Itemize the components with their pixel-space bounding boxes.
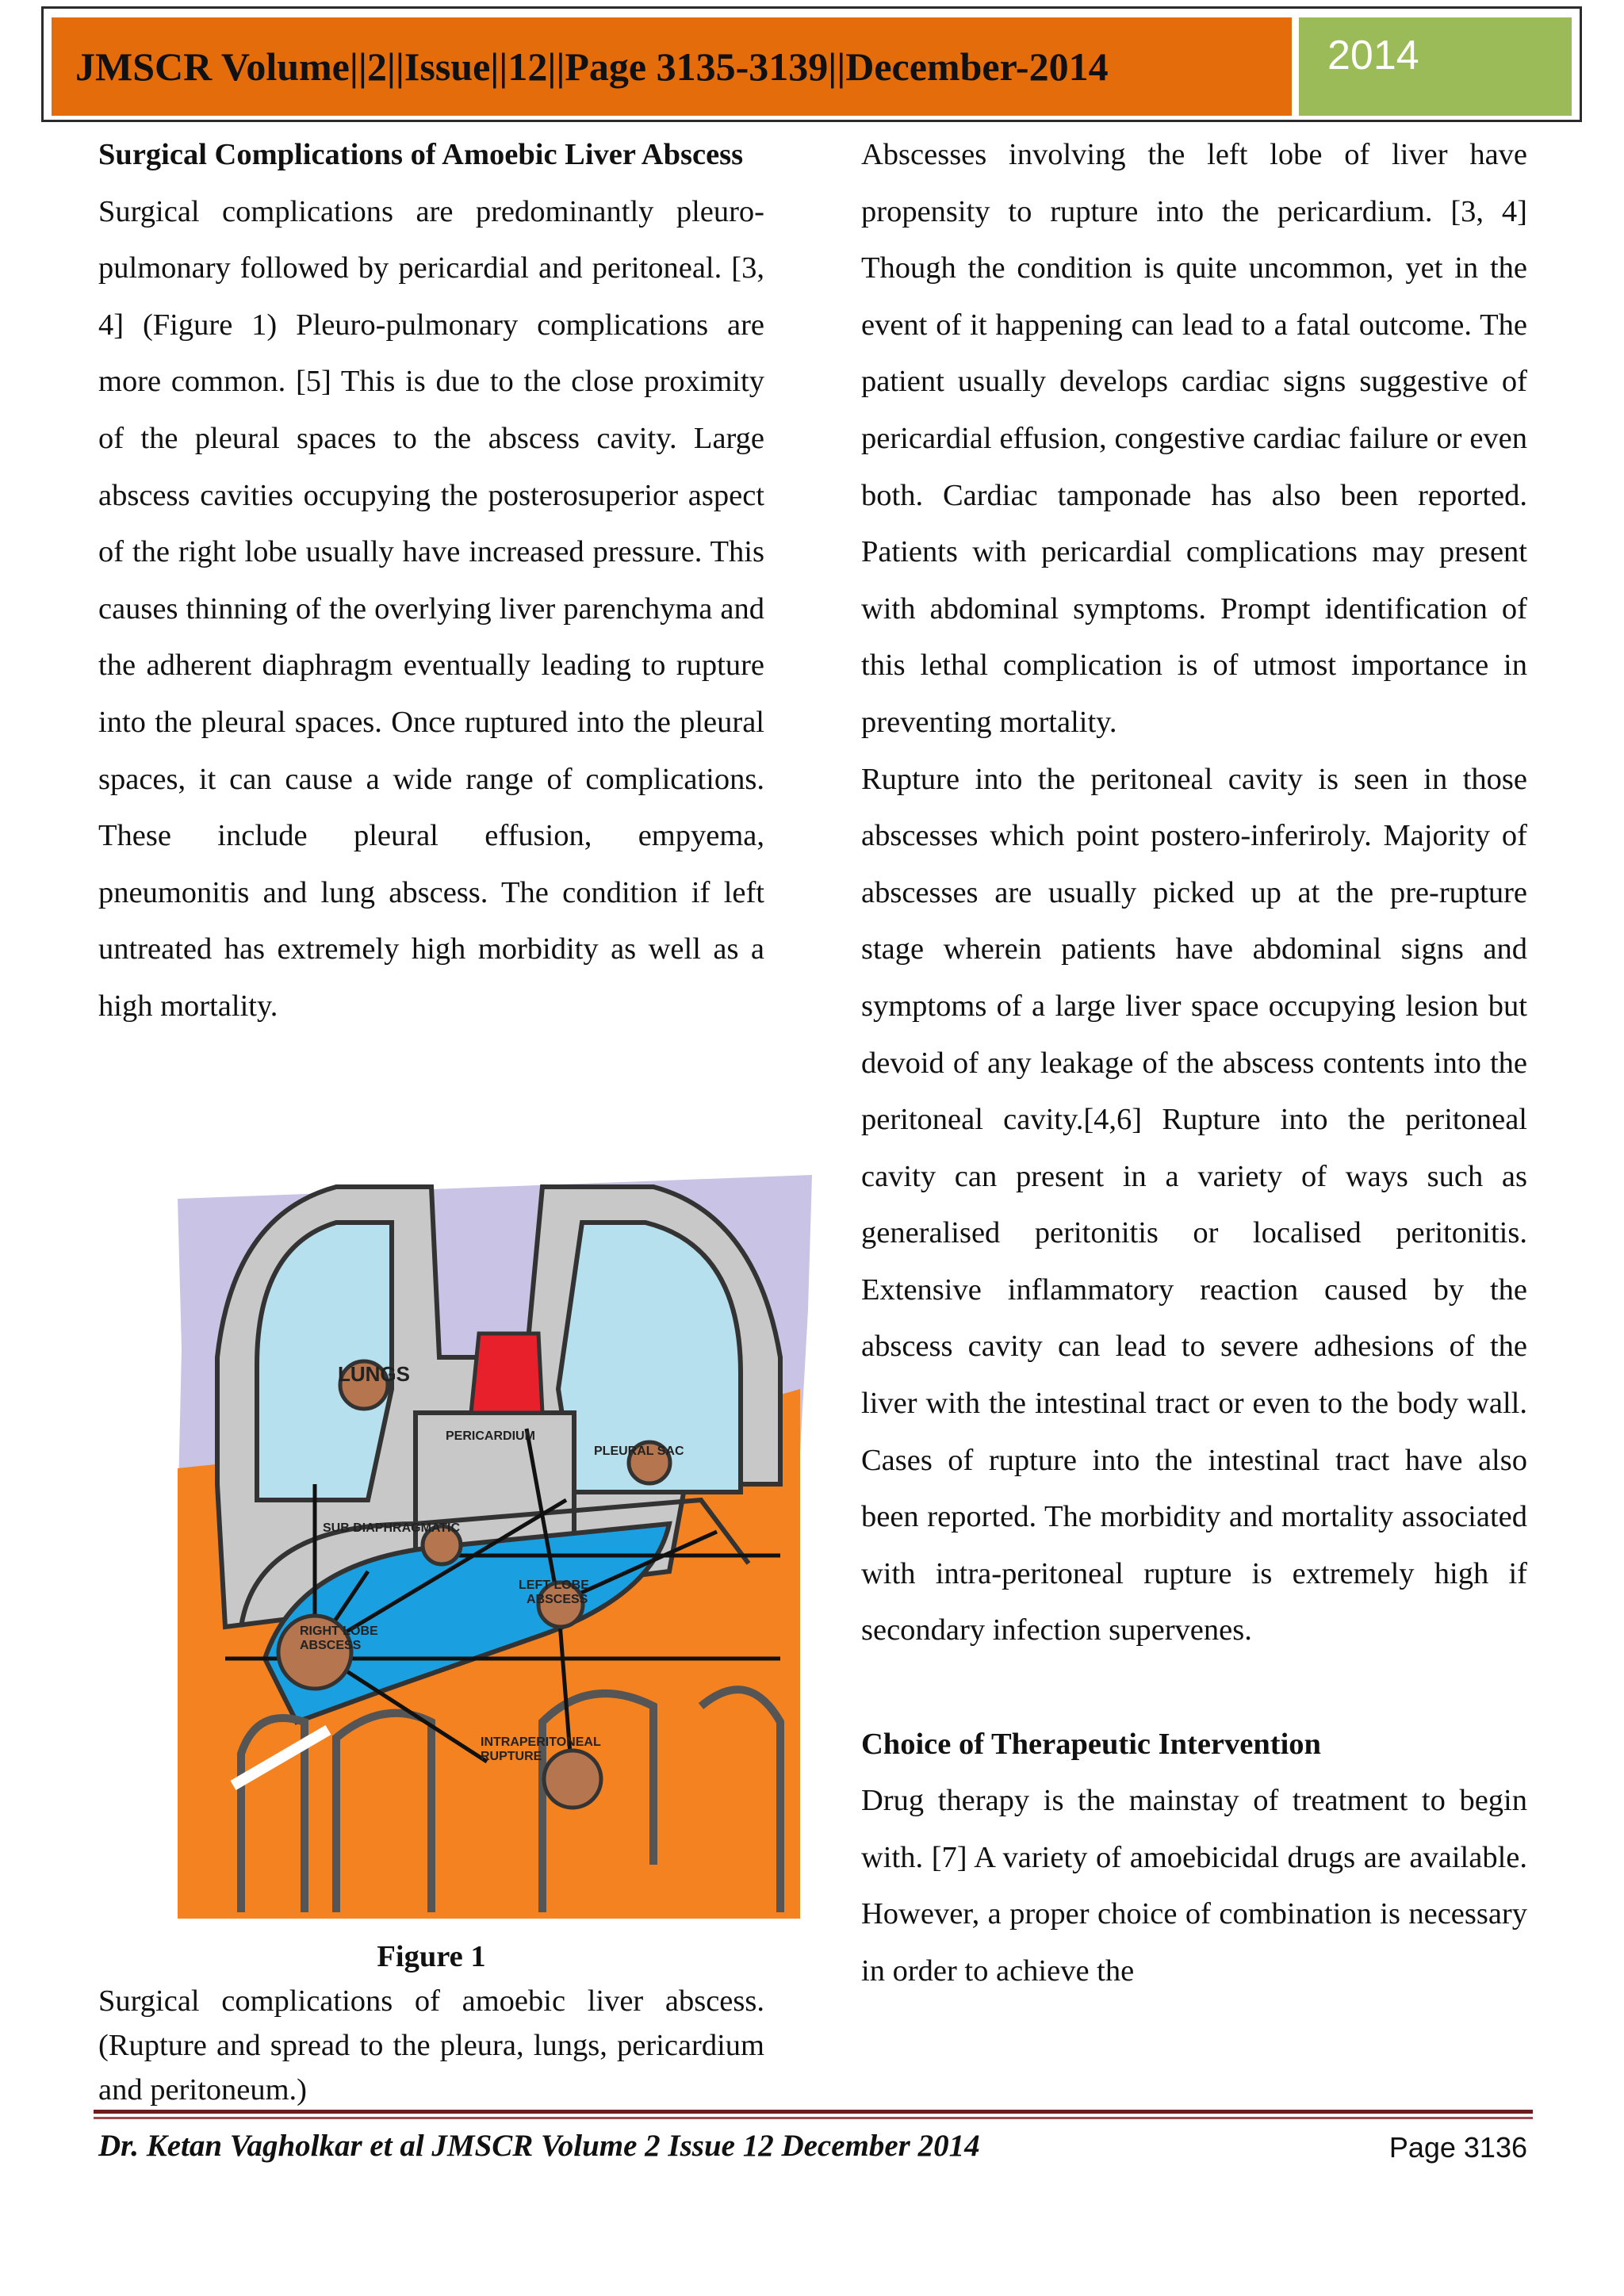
header-year: 2014 xyxy=(1299,17,1572,116)
spacer xyxy=(861,1659,1527,1716)
label-right-lobe-2: ABSCESS xyxy=(300,1639,362,1652)
section-heading-therapeutic: Choice of Therapeutic Intervention xyxy=(861,1727,1321,1761)
figure-number: Figure 1 xyxy=(377,1940,486,1973)
paragraph-peritoneal: Rupture into the peritoneal cavity is seen in those abscesses which point postero-inferiroly. Majority of abscesses are usually picked up at the pre-rupture stage wherein patients have abdominal signs and symptoms of a large liver space occupying lesion but devoid of any leakage of the abscess contents into the peritoneal cavity.[4,6] Rupture into the peritoneal cavity can present in a variety of ways such as generalised peritonitis or localised peritonitis. Extensive inflammatory reaction caused by the abscess cavity can lead to severe adhesions of the liver with the intestinal tract or even to the body wall. Cases of rupture into the intestinal tract have also been reported. The morbidity and mortality associated with intra-peritoneal rupture is extremely high if secondary infection supervenes. xyxy=(861,762,1527,1647)
label-right-lobe-1: RIGHT LOBE xyxy=(300,1624,378,1638)
paragraph-drug-therapy: Drug therapy is the mainstay of treatment to begin with. [7] A variety of amoebicidal drugs are available. However, a proper choice of combination is necessary in order to achieve the xyxy=(861,1784,1527,1988)
figure-caption xyxy=(98,1934,764,2112)
footer-citation: Dr. Ketan Vagholkar et al JMSCR Volume 2 Issue 12 December 2014 xyxy=(98,2129,980,2163)
label-left-lobe-2: ABSCESS xyxy=(527,1593,588,1606)
paragraph-pericardial: Abscesses involving the left lobe of liver have propensity to rupture into the pericardium. [3, 4] Though the condition is quite uncommon, yet in the event of it happening can lead to a fatal outcome. The patient usually develops cardiac signs suggestive of pericardial effusion, congestive cardiac failure or even both. Cardiac tamponade has also been reported. Patients with pericardial complications may present with abdominal symptoms. Prompt identification of this lethal complication is of utmost importance in preventing mortality. xyxy=(861,138,1527,739)
page-header xyxy=(41,6,1582,122)
section-heading-surgical-complications: Surgical Complications of Amoebic Liver Abscess xyxy=(98,138,744,171)
label-pleural-sac: PLEURAL SAC xyxy=(594,1445,684,1458)
label-intraperitoneal-1: INTRAPERITONEAL xyxy=(481,1735,601,1749)
left-column xyxy=(98,127,764,1035)
complications-diagram xyxy=(98,1151,812,1919)
footer-rule-secondary xyxy=(94,2117,1533,2119)
label-subdiaphragmatic: SUB DIAPHRAGMATIC xyxy=(323,1521,461,1535)
label-intraperitoneal-2: RUPTURE xyxy=(481,1750,542,1763)
node-intraperitoneal xyxy=(544,1751,601,1808)
footer-rule xyxy=(94,2110,1533,2114)
figure-1-diagram xyxy=(98,1151,812,1919)
pericardium-heart xyxy=(471,1334,542,1413)
label-left-lobe-1: LEFT LOBE xyxy=(519,1578,589,1592)
figure-caption-text: Surgical complications of amoebic liver abscess. (Rupture and spread to the pleura, lungs, pericardium and peritoneum.) xyxy=(98,1984,764,2107)
paragraph-surgical-complications: Surgical complications are predominantly pleuro-pulmonary followed by pericardial and peritoneal. [3, 4] (Figure 1) Pleuro-pulmonary complications are more common. [5] This is due to the close proximity of the pleural spaces to the abscess cavity. Large abscess cavities occupying the posterosuperior aspect of the right lobe usually have increased pressure. This causes thinning of the overlying liver parenchyma and the adherent diaphragm eventually leading to rupture into the pleural spaces. Once ruptured into the pleural spaces, it can cause a wide range of complications. These include pleural effusion, empyema, pneumonitis and lung abscess. The condition if left untreated has extremely high morbidity as well as a high mortality. xyxy=(98,194,764,1023)
label-lungs: LUNGS xyxy=(338,1362,410,1386)
label-pericardium: PERICARDIUM xyxy=(446,1429,535,1443)
page-number: Page 3136 xyxy=(1388,2131,1527,2164)
journal-title: JMSCR Volume||2||Issue||12||Page 3135-3139||December-2014 xyxy=(52,17,1292,116)
right-column xyxy=(861,127,1527,2000)
